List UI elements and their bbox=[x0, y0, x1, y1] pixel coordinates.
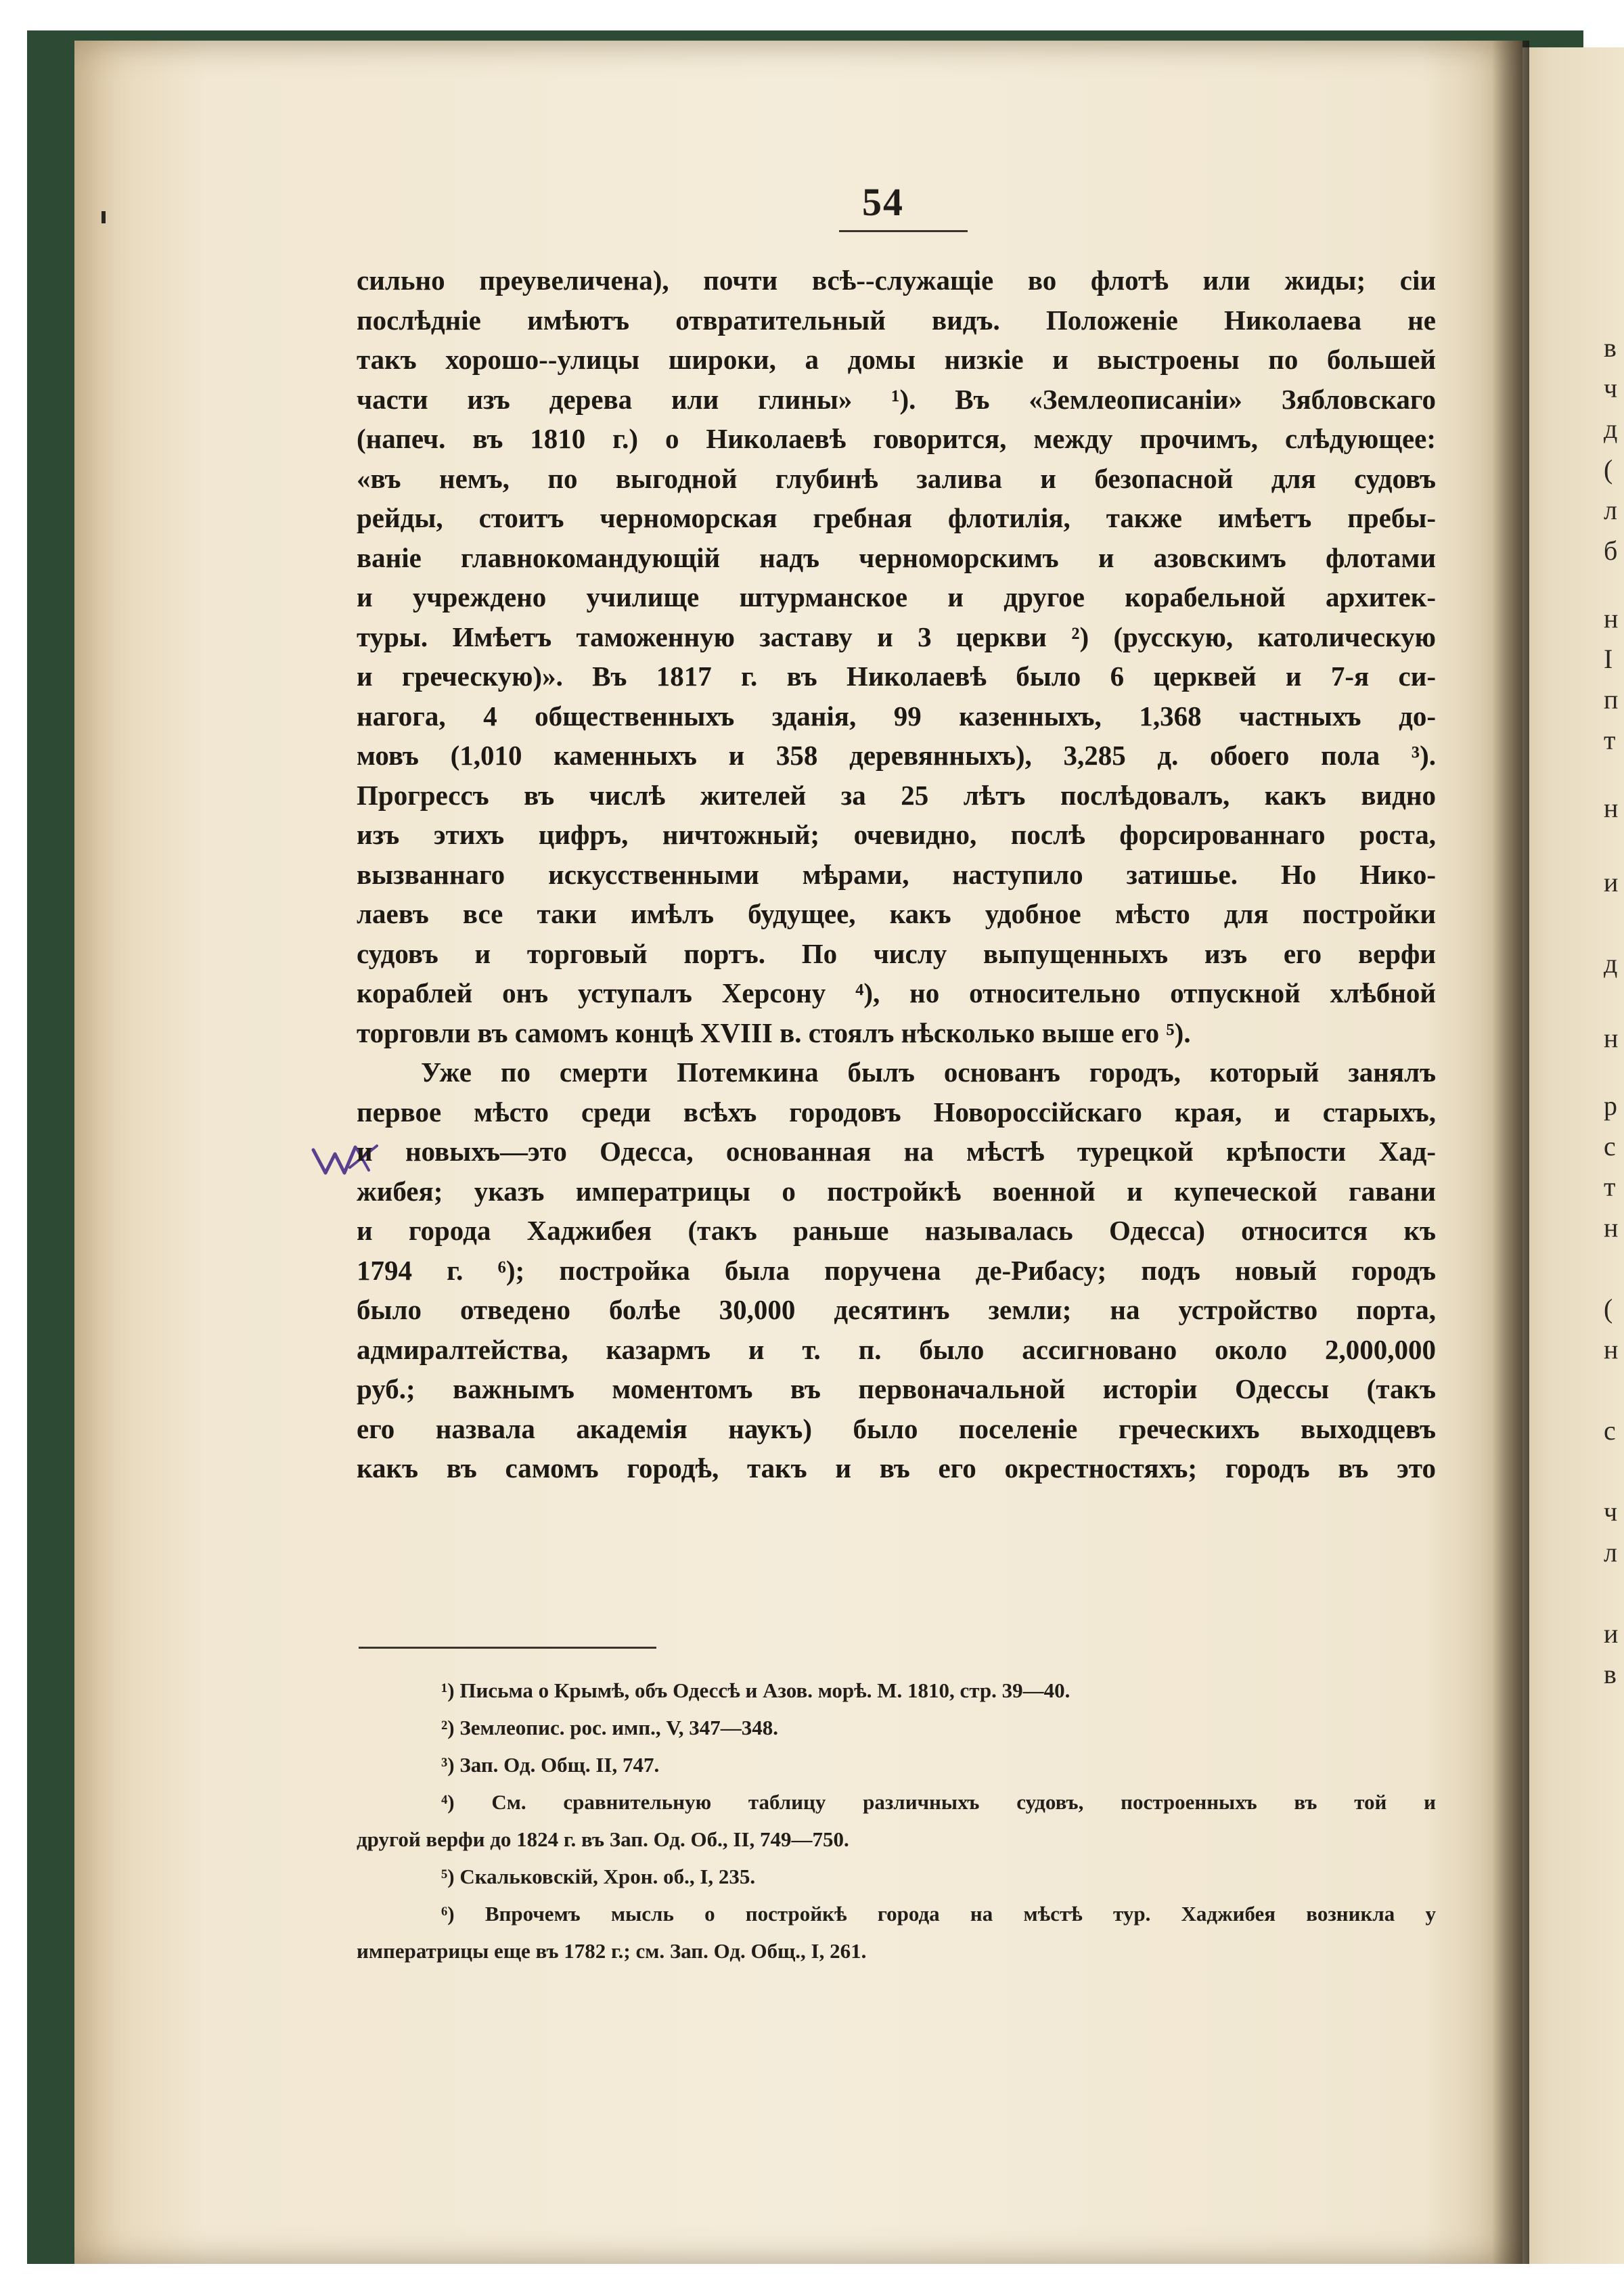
text-line: туры. Имѣетъ таможенную заставу и 3 церкви ²) (русскую, католическую bbox=[357, 621, 1436, 652]
text-line: было отведено болѣе 30,000 десятинъ земли; на устройство порта, bbox=[357, 1294, 1436, 1325]
text-line: ваніе главнокомандующій надъ черноморскимъ и азовскимъ флотами bbox=[357, 541, 1436, 573]
next-page-fragment: б bbox=[1604, 535, 1618, 566]
text-line: какъ въ самомъ городѣ, такъ и въ его окрестностяхъ; городъ въ это bbox=[357, 1452, 1436, 1484]
next-page-fragment: л bbox=[1604, 495, 1617, 525]
next-page-fragment: р bbox=[1604, 1090, 1617, 1121]
text-line: Прогрессъ въ числѣ жителей за 25 лѣтъ послѣдовалъ, какъ видно bbox=[357, 779, 1436, 811]
next-page-fragment: н bbox=[1604, 603, 1619, 633]
footnote-5: ⁵) Скальковскій, Хрон. об., I, 235. bbox=[441, 1865, 756, 1888]
text-line: изъ этихъ цифръ, ничтожный; очевидно, послѣ форсированнаго роста, bbox=[357, 819, 1436, 850]
next-page-fragment: с bbox=[1604, 1415, 1616, 1446]
page-number-rule bbox=[839, 230, 968, 232]
text-line: вызваннаго искусственными мѣрами, наступило затишье. Но Нико- bbox=[357, 858, 1436, 890]
next-page-fragment: д bbox=[1604, 948, 1618, 979]
text-line: сильно преувеличена), почти всѣ--служащіе во флотѣ или жиды; сіи bbox=[357, 265, 1436, 296]
text-line: 1794 г. ⁶); постройка была поручена де-Рибасу; подъ новый городъ bbox=[357, 1254, 1436, 1286]
next-page-fragment: ч bbox=[1604, 373, 1618, 403]
next-page-fragment: и bbox=[1604, 1618, 1619, 1649]
footnote-separator bbox=[359, 1647, 656, 1649]
text-line: рейды, стоитъ черноморская гребная флотилія, также имѣетъ пребы- bbox=[357, 502, 1436, 533]
footnotes bbox=[357, 1672, 1436, 1970]
text-line: послѣдніе имѣютъ отвратительный видъ. Положеніе Николаева не bbox=[357, 304, 1436, 336]
text-line: жибея; указъ императрицы о постройкѣ военной и купеческой гавани bbox=[357, 1175, 1436, 1207]
text-line: и учреждено училище штурманское и другое корабельной архитек- bbox=[357, 581, 1436, 613]
spine-shadow bbox=[1492, 41, 1529, 2264]
footnote-6-continuation: императрицы еще въ 1782 г.; см. Зап. Од. Общ., I, 261. bbox=[357, 1939, 867, 1963]
next-page-fragment: в bbox=[1604, 332, 1617, 363]
footnote-1: ¹) Письма о Крымѣ, объ Одессѣ и Азов. морѣ. М. 1810, стр. 39—40. bbox=[441, 1678, 1070, 1702]
next-page-fragment: ч bbox=[1604, 1496, 1618, 1527]
next-page-fragment: д bbox=[1604, 414, 1618, 444]
next-page-fragment: н bbox=[1604, 1334, 1619, 1364]
next-page-fragment: л bbox=[1604, 1537, 1617, 1567]
margin-tick bbox=[102, 211, 106, 223]
next-page-edge bbox=[1516, 47, 1624, 2264]
text-line: адмиралтейства, казармъ и т. п. было ассигновано около 2,000,000 bbox=[357, 1333, 1436, 1365]
text-line: мовъ (1,010 каменныхъ и 358 деревянныхъ), 3,285 д. обоего пола ³). bbox=[357, 740, 1436, 771]
next-page-fragment: ( bbox=[1604, 1293, 1613, 1324]
text-line: и греческую)». Въ 1817 г. въ Николаевѣ было 6 церквей и 7-я си- bbox=[357, 661, 1436, 692]
page-number: 54 bbox=[862, 180, 904, 224]
text-line: (напеч. въ 1810 г.) о Николаевѣ говорится, между прочимъ, слѣдующее: bbox=[357, 423, 1436, 454]
text-line: и новыхъ—это Одесса, основанная на мѣстѣ турецкой крѣпости Хад- bbox=[357, 1136, 1436, 1167]
footnote-3: ³) Зап. Од. Общ. II, 747. bbox=[441, 1753, 660, 1777]
footnote-6: ⁶) Впрочемъ мысль о постройкѣ города на мѣстѣ тур. Хаджибея возникла у bbox=[441, 1902, 1436, 1926]
body-text bbox=[357, 261, 1436, 1488]
next-page-fragment: І bbox=[1604, 644, 1613, 674]
text-line: руб.; важнымъ моментомъ въ первоначальной исторіи Одессы (такъ bbox=[357, 1373, 1436, 1404]
text-line: первое мѣсто среди всѣхъ городовъ Новороссійскаго края, и старыхъ, bbox=[357, 1096, 1436, 1128]
next-page-fragment: т bbox=[1604, 725, 1616, 755]
text-line: такъ хорошо--улицы широки, а домы низкіе и выстроены по большей bbox=[357, 344, 1436, 375]
next-page-fragment: ( bbox=[1604, 454, 1613, 485]
text-line: и города Хаджибея (такъ раньше называлась Одесса) относится къ bbox=[357, 1215, 1436, 1246]
text-line: судовъ и торговый портъ. По числу выпущенныхъ изъ его верфи bbox=[357, 937, 1436, 969]
text-line: лаевъ все таки имѣлъ будущее, какъ удобное мѣсто для постройки bbox=[357, 898, 1436, 929]
text-line: кораблей онъ уступалъ Херсону ⁴), но относительно отпускной хлѣбной bbox=[357, 977, 1436, 1008]
next-page-fragment: н bbox=[1604, 1023, 1619, 1053]
next-page-fragment: т bbox=[1604, 1172, 1616, 1202]
paragraph-first-line: Уже по смерти Потемкина былъ основанъ городъ, который занялъ bbox=[421, 1056, 1436, 1088]
text-line: торговли въ самомъ концѣ XVIII в. стоялъ нѣсколько выше его ⁵). bbox=[357, 1017, 1191, 1048]
next-page-fragment: н bbox=[1604, 793, 1619, 823]
text-line: нагога, 4 общественныхъ зданія, 99 казенныхъ, 1,368 частныхъ до- bbox=[357, 700, 1436, 732]
next-page-fragment: в bbox=[1604, 1659, 1617, 1689]
text-line: его назвала академія наукъ) было поселеніе греческихъ выходцевъ bbox=[357, 1413, 1436, 1444]
next-page-fragment: н bbox=[1604, 1212, 1619, 1243]
footnote-2: ²) Землеопис. рос. имп., V, 347—348. bbox=[441, 1716, 778, 1739]
footnote-4: ⁴) См. сравнительную таблицу различныхъ судовъ, построенныхъ въ той и bbox=[441, 1790, 1436, 1814]
next-page-fragment: и bbox=[1604, 867, 1619, 897]
footnote-4-continuation: другой верфи до 1824 г. въ Зап. Од. Об., II, 749—750. bbox=[357, 1827, 849, 1851]
text-line: части изъ дерева или глины» ¹). Въ «Землеописаніи» Зябловскаго bbox=[357, 383, 1436, 415]
text-line: «въ немъ, по выгодной глубинѣ залива и безопасной для судовъ bbox=[357, 462, 1436, 494]
next-page-fragment: с bbox=[1604, 1131, 1616, 1161]
next-page-fragment: п bbox=[1604, 684, 1619, 715]
